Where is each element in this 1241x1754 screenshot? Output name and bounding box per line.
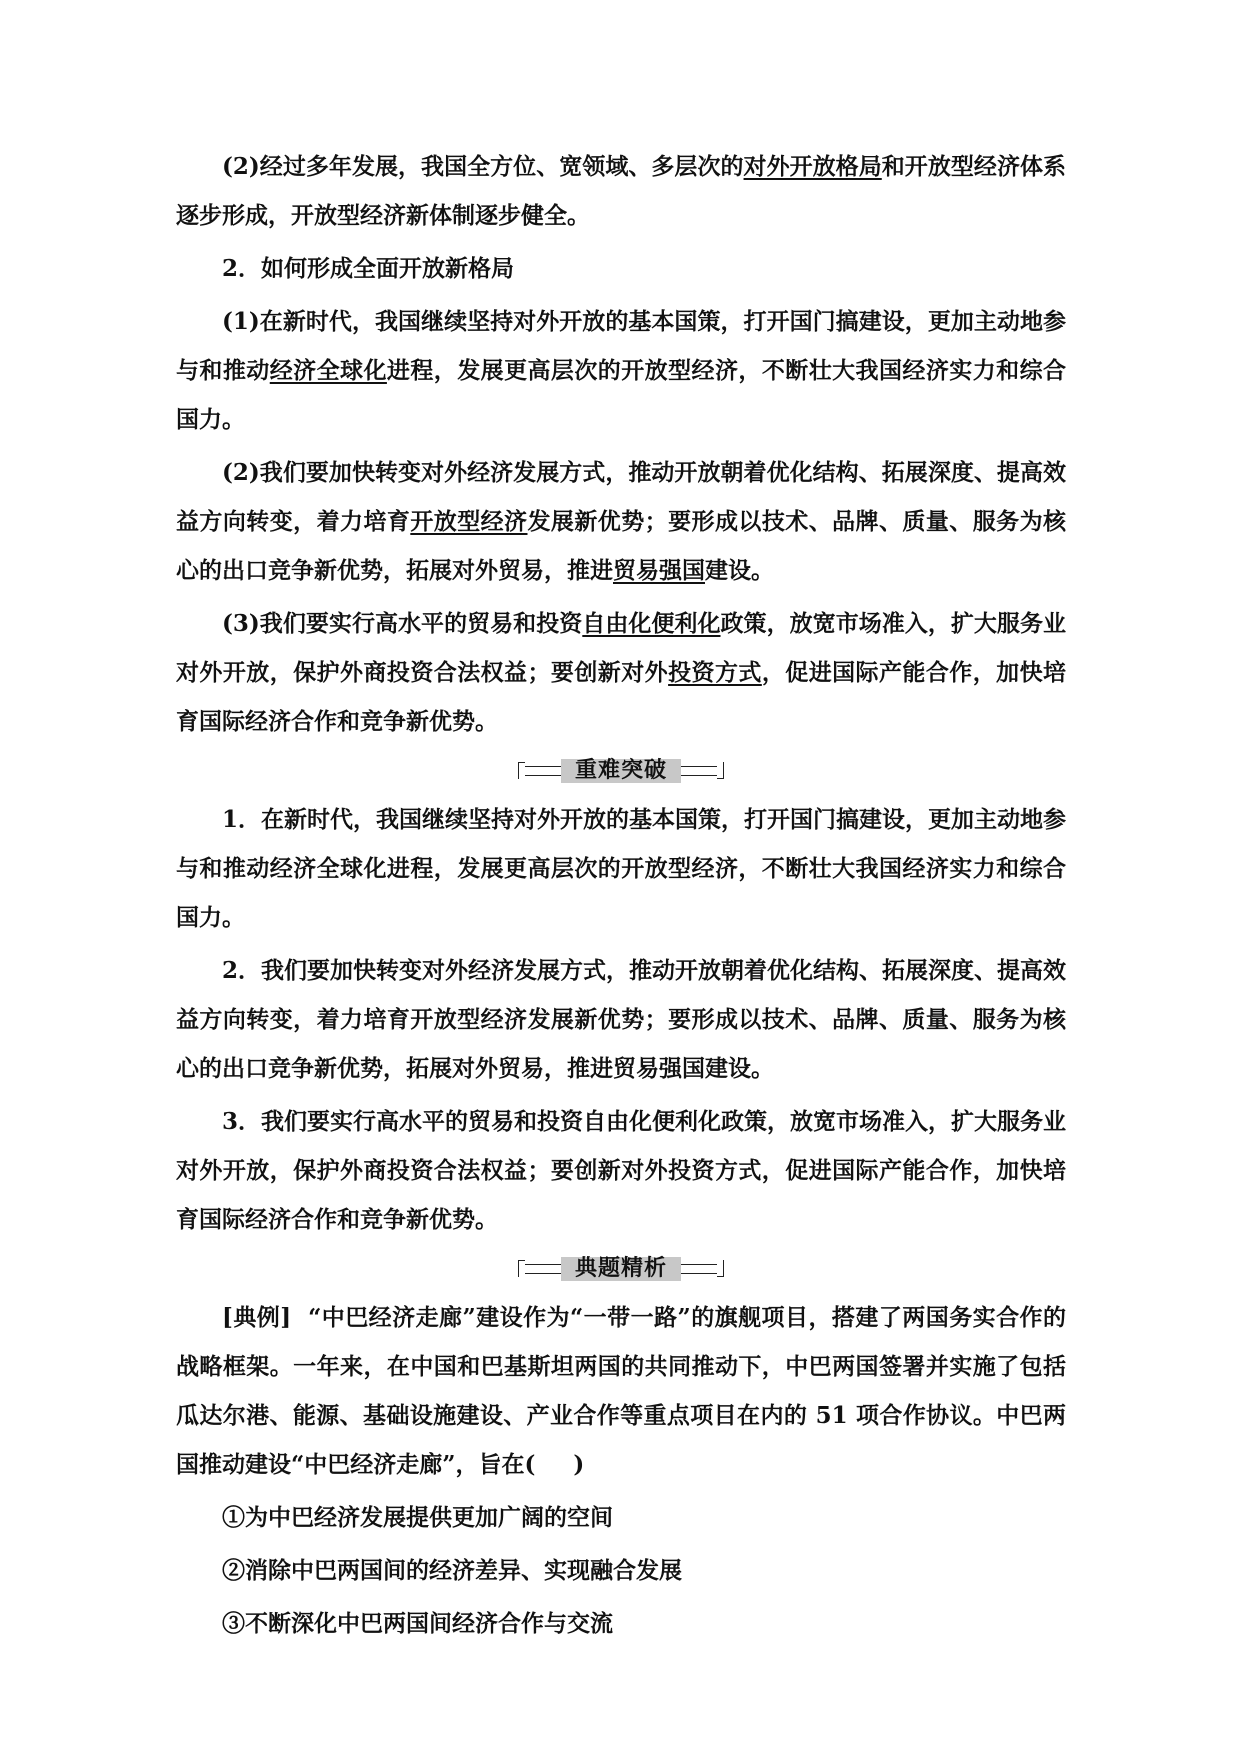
- underlined-term: 投资方式: [668, 659, 762, 686]
- key-point-item: 1．在新时代，我国继续坚持对外开放的基本国策，打开国门搞建设，更加主动地参与和推动经济全球化进程，发展更高层次的开放型经济，不断壮大我国经济实力和综合国力。: [176, 806, 1067, 931]
- paragraph-liberalization: (3)我们要实行高水平的贸易和投资自由化便利化政策，放宽市场准入，扩大服务业对外开放，保护外商投资合法权益；要创新对外投资方式，促进国际产能合作，加快培育国际经济合作和竞争新优势。: [176, 610, 1067, 735]
- example-question-stem: [典例] “中巴经济走廊”建设作为“一带一路”的旗舰项目，搭建了两国务实合作的战略框架。一年来，在中国和巴基斯坦两国的共同推动下，中巴两国签署并实施了包括瓜达尔港、能源、基础设施建设、产业合作等重点项目在内的 51 项合作协议。中巴两国推动建设“中巴经济走廊”，旨在( ): [176, 1304, 1067, 1478]
- banner-left-rule: [525, 1264, 561, 1274]
- underlined-term: 贸易强国: [613, 557, 705, 584]
- banner-left-cap: [518, 762, 525, 779]
- paragraph-open-pattern: (2)经过多年发展，我国全方位、宽领域、多层次的对外开放格局和开放型经济体系逐步形成，开放型经济新体制逐步健全。: [176, 153, 1067, 229]
- underlined-term: 开放型经济: [410, 508, 528, 535]
- answer-option: ③不断深化中巴两国间经济合作与交流: [222, 1610, 613, 1637]
- key-point-item: 2．我们要加快转变对外经济发展方式，推动开放朝着优化结构、拓展深度、提高效益方向转变，着力培育开放型经济发展新优势；要形成以技术、品牌、质量、服务为核心的出口竞争新优势，拓展对外贸易，推进贸易强国建设。: [176, 957, 1067, 1082]
- document-body: [176, 142, 1066, 1648]
- banner-example-analysis: [176, 1244, 1066, 1293]
- banner-key-points: [176, 746, 1066, 795]
- answer-option: ②消除中巴两国间的经济差异、实现融合发展: [222, 1557, 682, 1584]
- paragraph-transform: (2)我们要加快转变对外经济发展方式，推动开放朝着优化结构、拓展深度、提高效益方向转变，着力培育开放型经济发展新优势；要形成以技术、品牌、质量、服务为核心的出口竞争新优势，拓展对外贸易，推进贸易强国建设。: [176, 459, 1067, 584]
- banner-label: 典题精析: [561, 1257, 681, 1281]
- paragraph-new-era: (1)在新时代，我国继续坚持对外开放的基本国策，打开国门搞建设，更加主动地参与和推动经济全球化进程，发展更高层次的开放型经济，不断壮大我国经济实力和综合国力。: [176, 308, 1067, 433]
- example-tag: [典例]: [222, 1304, 292, 1331]
- banner-left-cap: [518, 1260, 525, 1277]
- underlined-term: 自由化便利化: [582, 610, 721, 637]
- answer-option: ①为中巴经济发展提供更加广阔的空间: [222, 1504, 613, 1531]
- section-heading: 2．如何形成全面开放新格局: [222, 255, 515, 282]
- underlined-term: 对外开放格局: [743, 153, 882, 180]
- banner-left-rule: [525, 766, 561, 776]
- key-point-item: 3．我们要实行高水平的贸易和投资自由化便利化政策，放宽市场准入，扩大服务业对外开放，保护外商投资合法权益；要创新对外投资方式，促进国际产能合作，加快培育国际经济合作和竞争新优势。: [176, 1108, 1067, 1233]
- banner-label: 重难突破: [561, 759, 681, 783]
- underlined-term: 经济全球化: [269, 357, 387, 384]
- banner-right-rule: [681, 1264, 717, 1274]
- banner-right-cap: [717, 762, 724, 779]
- banner-right-cap: [717, 1260, 724, 1277]
- banner-right-rule: [681, 766, 717, 776]
